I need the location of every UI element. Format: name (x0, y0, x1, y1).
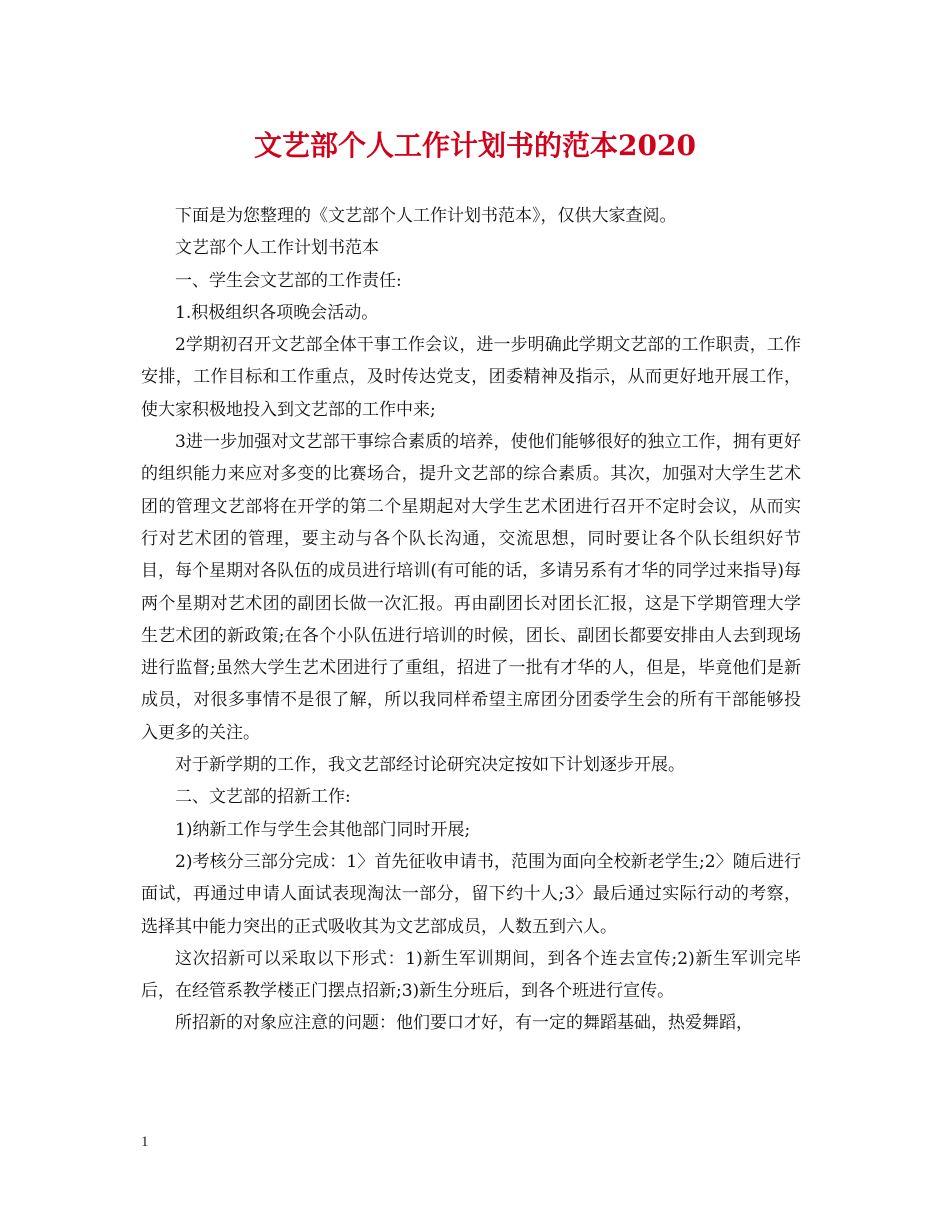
section-heading-recruitment: 二、文艺部的招新工作: (175, 787, 351, 808)
recruitment-forms-paragraph: 这次招新可以采取以下形式：1)新生军训期间，到各个连去宣传;2)新生军训完毕后，在经管系教学楼正门摆点招新;3)新生分班后，到各个班进行宣传。 (141, 948, 801, 1002)
page-title: 文艺部个人工作计划书的范本2020 (254, 129, 696, 162)
recruitment-item-2: 2)考核分三部分完成：1〉首先征收申请书，范围为面向全校新老学生;2〉随后进行面试，再通过申请人面试表现淘汰一部分，留下约十人;3〉最后通过实际行动的考察，选择其中能力突出的正式吸收其为文艺部成员，人数五到六人。 (141, 851, 801, 937)
list-item-1: 1.积极组织各项晚会活动。 (175, 302, 379, 323)
plan-paragraph: 对于新学期的工作，我文艺部经讨论研究决定按如下计划逐步开展。 (175, 755, 685, 776)
list-item-3: 3进一步加强对文艺部干事综合素质的培养，使他们能够很好的独立工作，拥有更好的组织能力来应对多变的比赛场合，提升文艺部的综合素质。其次，加强对大学生艺术团的管理文艺部将在开学的第二个星期起对大学生艺术团进行召开不定时会议，从而实行对艺术团的管理，要主动与各个队长沟通，交流思想，同时要让各个队长组织好节目，每个星期对各队伍的成员进行培训(有可能的话，多请另系有才华的同学过来指导)每两个星期对艺术团的副团长做一次汇报。再由副团长对团长汇报，这是下学期管理大学生艺术团的新政策;在各个小队伍进行培训的时候，团长、副团长都要安排由人去到现场进行监督;虽然大学生艺术团进行了重组，招进了一批有才华的人，但是，毕竟他们是新成员，对很多事情不是很了解，所以我同样希望主席团分团委学生会的所有干部能够投入更多的关注。 (141, 432, 801, 743)
document-body (141, 200, 801, 1040)
subtitle-paragraph: 文艺部个人工作计划书范本 (175, 238, 379, 259)
recruitment-notes-paragraph: 所招新的对象应注意的问题：他们要口才好，有一定的舞蹈基础，热爱舞蹈， (175, 1013, 753, 1034)
list-item-2: 2学期初召开文艺部全体干事工作会议，进一步明确此学期文艺部的工作职责，工作安排，工作目标和工作重点，及时传达党支，团委精神及指示，从而更好地开展工作，使大家积极地投入到文艺部的工作中来; (141, 335, 801, 420)
page-number: 1 (141, 1134, 149, 1150)
recruitment-item-1: 1)纳新工作与学生会其他部门同时开展; (175, 819, 471, 840)
section-heading-responsibilities: 一、学生会文艺部的工作责任: (175, 270, 402, 291)
intro-paragraph: 下面是为您整理的《文艺部个人工作计划书范本》，仅供大家查阅。 (175, 206, 677, 226)
